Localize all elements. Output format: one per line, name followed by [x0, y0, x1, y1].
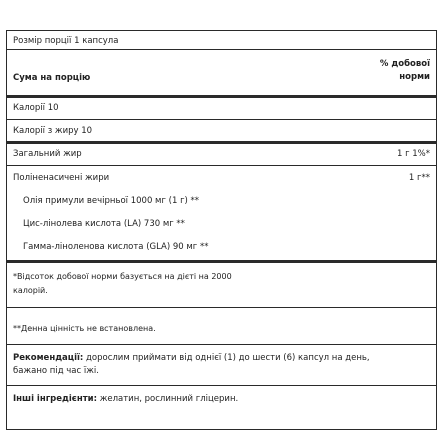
daily-value-footnote-line2: калорій. [13, 286, 48, 295]
polyunsat-dv: ** [421, 173, 430, 183]
divider [7, 307, 436, 308]
total-fat-dv: 1%* [412, 149, 430, 159]
gla-row [7, 240, 436, 254]
calories-row [7, 101, 436, 115]
serving-size-row [7, 34, 436, 48]
primrose-text: Олія примули вечірньої 1000 мг (1 г) ** [23, 196, 200, 206]
total-fat-label: Загальний жир [13, 149, 82, 159]
serving-size-value: 1 капсула [74, 36, 119, 46]
polyunsat-values [409, 173, 430, 183]
divider [7, 141, 436, 144]
cis-la-row [7, 217, 436, 231]
recommendations-label: Рекомендації: [13, 353, 84, 363]
supplement-facts-panel [6, 30, 437, 430]
cis-la-text: Цис-лінолева кислота (LA) 730 мг ** [23, 219, 185, 229]
polyunsat-label: Поліненасичені жири [13, 173, 110, 183]
recommendations-text-line2: бажано під час їжі. [13, 366, 99, 376]
divider [7, 119, 436, 120]
polyunsat-amount: 1 г [408, 173, 422, 183]
other-ingredients-label: Інші інгредієнти: [13, 394, 97, 404]
divider [7, 385, 436, 386]
calories-fat-text: Калорії з жиру 10 [13, 126, 93, 136]
calories-fat-row [7, 124, 436, 138]
total-fat-values [397, 149, 430, 159]
total-fat-row [7, 147, 436, 161]
divider [7, 49, 436, 50]
serving-size-label: Розмір порції [13, 36, 72, 46]
divider [7, 165, 436, 166]
calories-text: Калорії 10 [13, 103, 59, 113]
daily-value-header-line2: норми [399, 72, 430, 82]
divider [7, 260, 436, 263]
divider [7, 344, 436, 345]
other-ingredients-text: желатин, рослинний гліцерин. [99, 394, 239, 404]
amount-per-serving-label: Сума на порцію [13, 73, 91, 83]
not-established-footnote [7, 321, 436, 335]
total-fat-amount: 1 г [396, 149, 410, 159]
not-established-text: **Денна цінність не встановлена. [13, 323, 156, 333]
recommendations-block [7, 352, 370, 378]
recommendations-text-line1: дорослим приймати від однієї (1) до шести (6) капсул на день, [86, 353, 370, 363]
other-ingredients-row [7, 392, 436, 406]
amount-per-serving-row [7, 71, 436, 85]
daily-value-header-line1: % добової [379, 59, 430, 69]
daily-value-header [380, 58, 430, 84]
gla-text: Гамма-ліноленова кислота (GLA) 90 мг ** [23, 242, 209, 252]
divider [7, 95, 436, 98]
primrose-row [7, 194, 436, 208]
daily-value-footnote [7, 270, 232, 298]
daily-value-footnote-line1: *Відсоток добової норми базується на дієті на 2000 [13, 272, 232, 281]
polyunsat-row [7, 171, 436, 185]
